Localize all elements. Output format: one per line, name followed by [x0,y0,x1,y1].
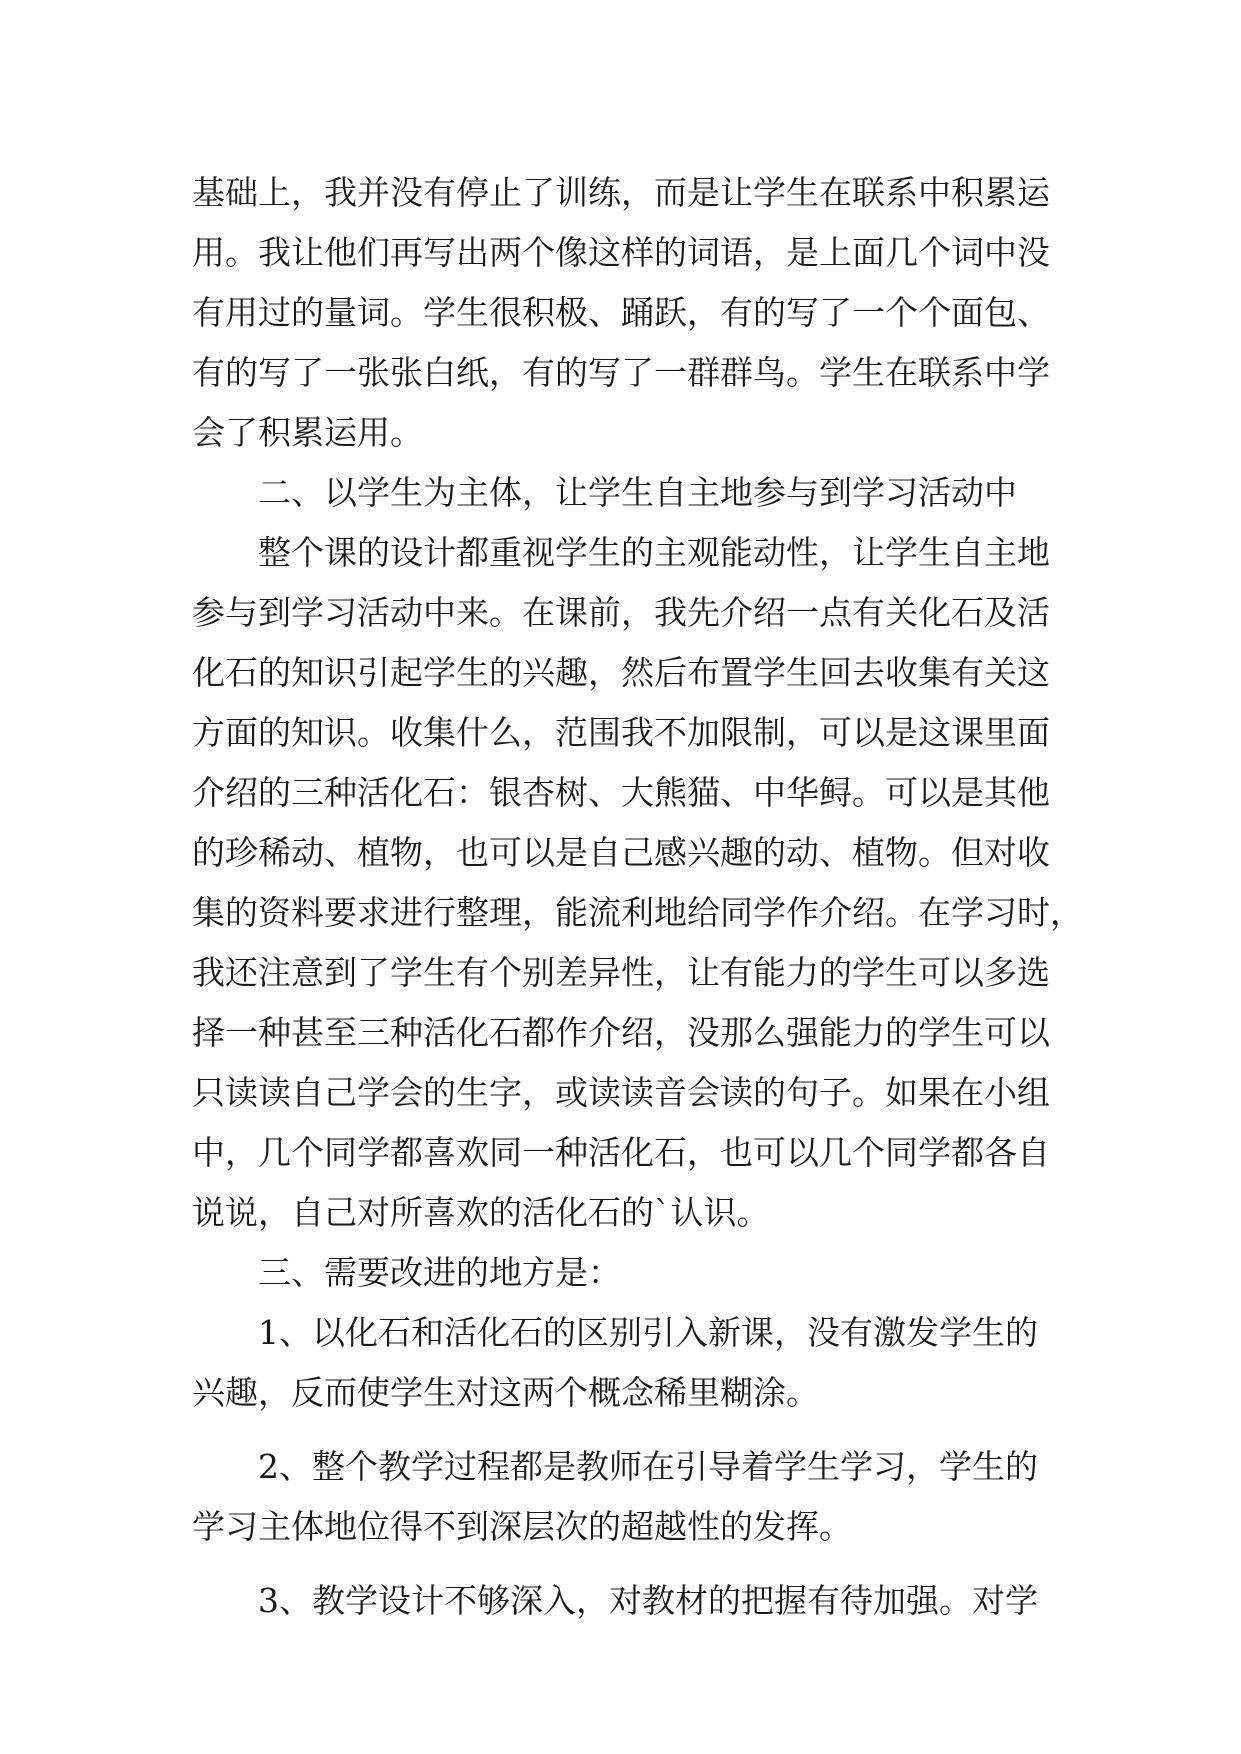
paragraph-line: 只读读自己学会的生字，或读读音会读的句子。如果在小组 [192,1073,1050,1112]
list-item-line: 2、整个教学过程都是教师在引导着学生学习，学生的 [258,1447,1038,1486]
section-heading: 二、以学生为主体，让学生自主地参与到学习活动中 [258,473,1017,512]
spacer [192,1557,1072,1571]
paragraph-line: 说说，自己对所喜欢的活化石的`认识。 [192,1193,770,1232]
paragraph-line: 中，几个同学都喜欢同一种活化石，也可以几个同学都各自 [192,1133,1050,1172]
list-item-line: 兴趣，反而使学生对这两个概念稀里糊涂。 [192,1373,819,1412]
paragraph-line: 基础上，我并没有停止了训练，而是让学生在联系中积累运 [192,173,1050,212]
paragraph-line: 参与到学习活动中来。在课前，我先介绍一点有关化石及活 [192,593,1050,632]
list-item-line: 1、以化石和活化石的区别引入新课，没有激发学生的 [258,1313,1038,1352]
paragraph-line: 的珍稀动、植物，也可以是自己感兴趣的动、植物。但对收 [192,833,1050,872]
paragraph-line: 用。我让他们再写出两个像这样的词语，是上面几个词中没 [192,233,1050,272]
spacer [192,1423,1072,1437]
list-item-line: 3、教学设计不够深入，对教材的把握有待加强。对学 [258,1581,1038,1620]
list-item-line: 学习主体地位得不到深层次的超越性的发挥。 [192,1507,852,1546]
section-heading: 三、需要改进的地方是： [258,1253,621,1292]
paragraph-line: 有的写了一张张白纸，有的写了一群群鸟。学生在联系中学 [192,353,1050,392]
paragraph-line: 集的资料要求进行整理，能流利地给同学作介绍。在学习时， [192,893,1083,932]
paragraph-line: 方面的知识。收集什么，范围我不加限制，可以是这课里面 [192,713,1050,752]
document-body [192,163,1083,1631]
paragraph-line: 整个课的设计都重视学生的主观能动性，让学生自主地 [258,533,1050,572]
paragraph-line: 介绍的三种活化石：银杏树、大熊猫、中华鲟。可以是其他 [192,773,1050,812]
paragraph-line: 会了积累运用。 [192,413,423,452]
paragraph-line: 化石的知识引起学生的兴趣，然后布置学生回去收集有关这 [192,653,1050,692]
paragraph-line: 择一种甚至三种活化石都作介绍，没那么强能力的学生可以 [192,1013,1050,1052]
paragraph-line: 我还注意到了学生有个别差异性，让有能力的学生可以多选 [192,953,1050,992]
paragraph-line: 有用过的量词。学生很积极、踊跃，有的写了一个个面包、 [192,293,1050,332]
